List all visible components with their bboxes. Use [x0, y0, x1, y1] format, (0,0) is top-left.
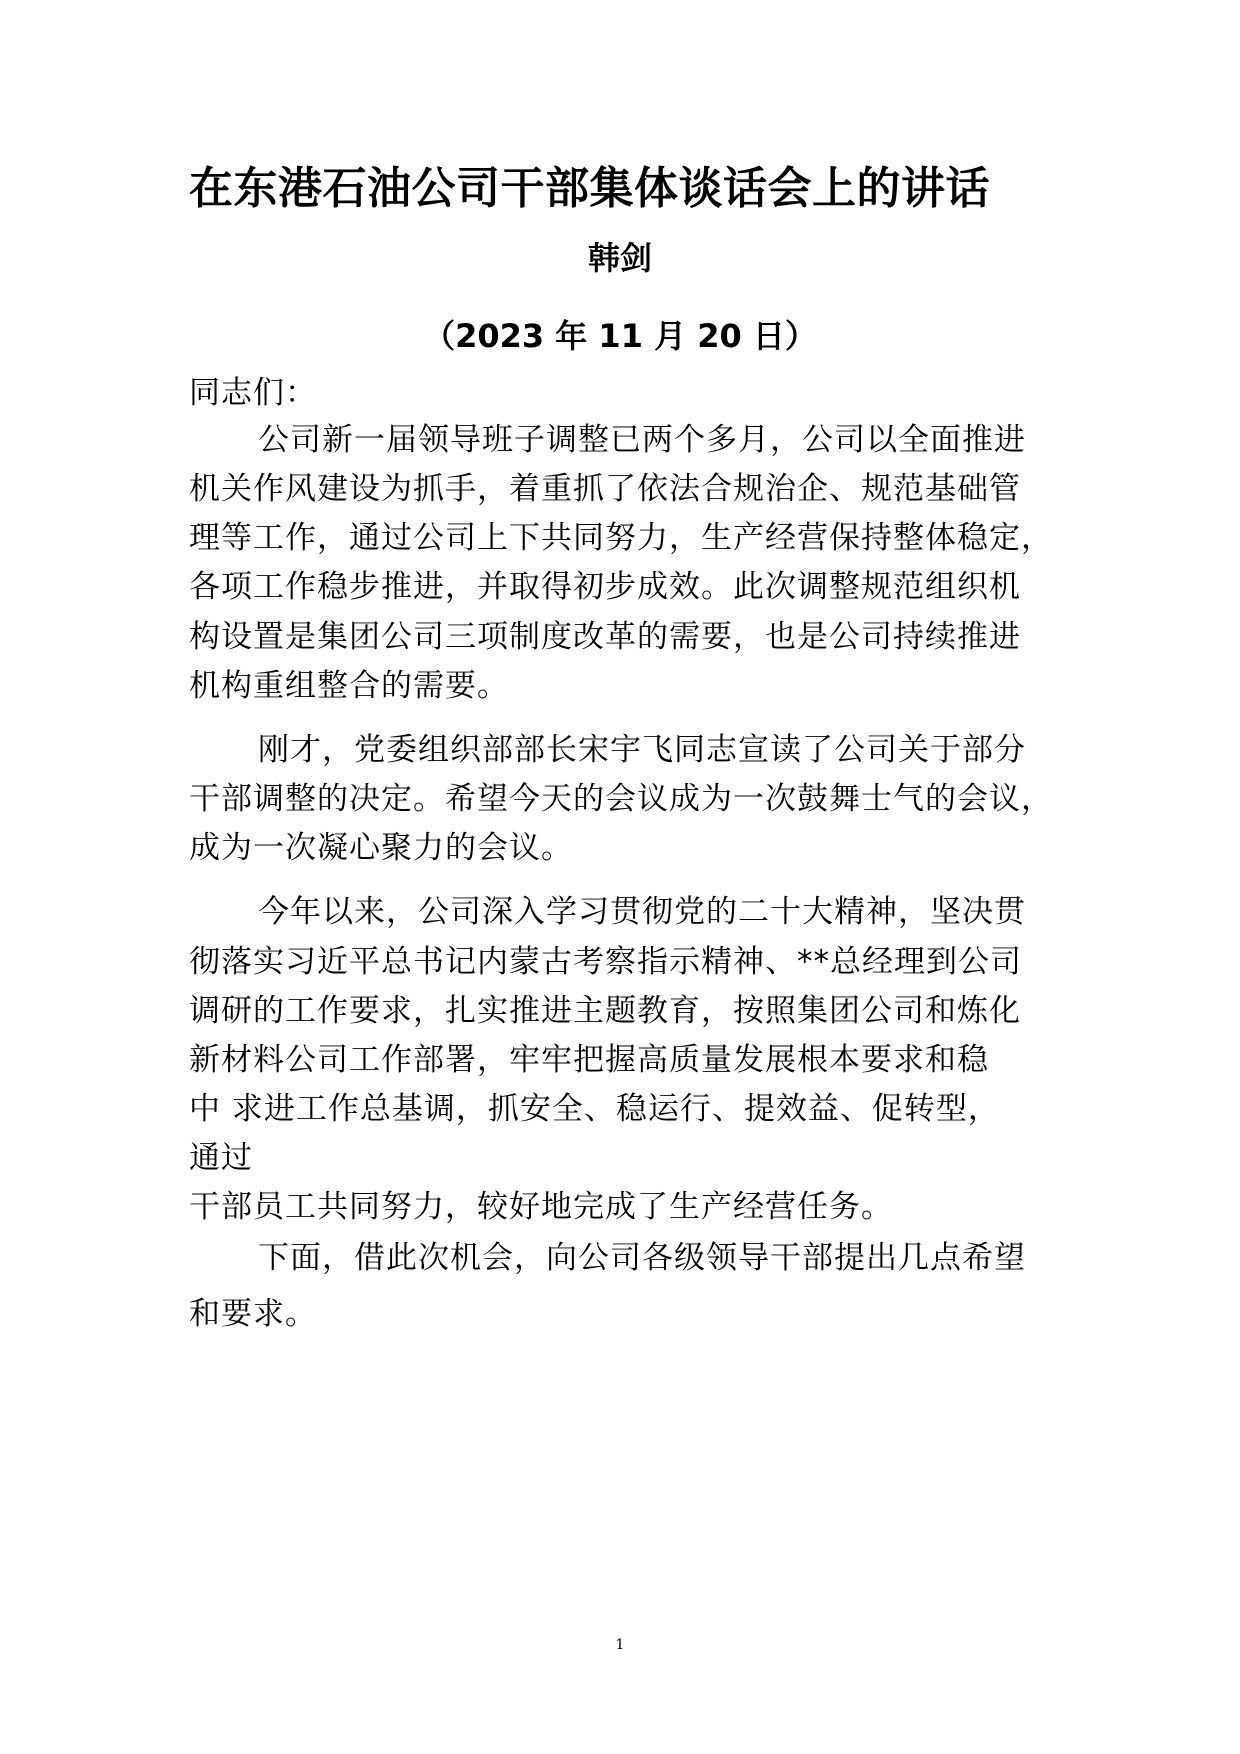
paragraph-3-line-3: 调研的工作要求，扎实推进主题教育，按照集团公司和炼化: [189, 993, 1021, 1029]
paragraph-3-line-1: 今年以来，公司深入学习贯彻党的二十大精神，坚决贯: [258, 894, 1026, 930]
paragraph-3-line-6: 通过: [189, 1140, 253, 1176]
page-number: 1: [615, 1637, 625, 1653]
paragraph-3-line-4: 新材料公司工作部署，牢牢把握高质量发展根本要求和稳: [189, 1042, 989, 1078]
paragraph-1-line-3: 理等工作，通过公司上下共同努力，生产经营保持整体稳定，: [189, 520, 1053, 556]
document-title: 在东港石油公司干部集体谈话会上的讲话: [189, 163, 990, 214]
paragraph-4-line-2: 和要求。: [189, 1296, 317, 1332]
paragraph-3-line-5: 中 求进工作总基调，抓安全、稳运行、提效益、促转型，: [189, 1091, 1000, 1127]
author-name: 韩剑: [587, 239, 652, 277]
paragraph-2-line-3: 成为一次凝心聚力的会议。: [189, 830, 573, 866]
paragraph-3-line-2: 彻落实习近平总书记内蒙古考察指示精神、**总经理到公司: [189, 944, 1022, 980]
paragraph-2-line-2: 干部调整的决定。希望今天的会议成为一次鼓舞士气的会议，: [189, 781, 1053, 817]
paragraph-1-line-5: 构设置是集团公司三项制度改革的需要，也是公司持续推进: [189, 619, 1021, 655]
paragraph-2-line-1: 刚才，党委组织部部长宋宇飞同志宣读了公司关于部分: [258, 732, 1026, 768]
paragraph-1-line-6: 机构重组整合的需要。: [189, 668, 509, 704]
paragraph-1-line-2: 机关作风建设为抓手，着重抓了依法合规治企、规范基础管: [189, 471, 1021, 507]
paragraph-1-line-1: 公司新一届领导班子调整已两个多月，公司以全面推进: [258, 422, 1026, 458]
speech-date: （2023 年 11 月 20 日）: [423, 317, 817, 355]
paragraph-1-line-4: 各项工作稳步推进，并取得初步成效。此次调整规范组织机: [189, 569, 1021, 605]
paragraph-3-line-7: 干部员工共同努力，较好地完成了生产经营任务。: [189, 1189, 893, 1225]
salutation: 同志们：: [189, 375, 317, 411]
paragraph-4-line-1: 下面，借此次机会，向公司各级领导干部提出几点希望: [258, 1240, 1026, 1276]
